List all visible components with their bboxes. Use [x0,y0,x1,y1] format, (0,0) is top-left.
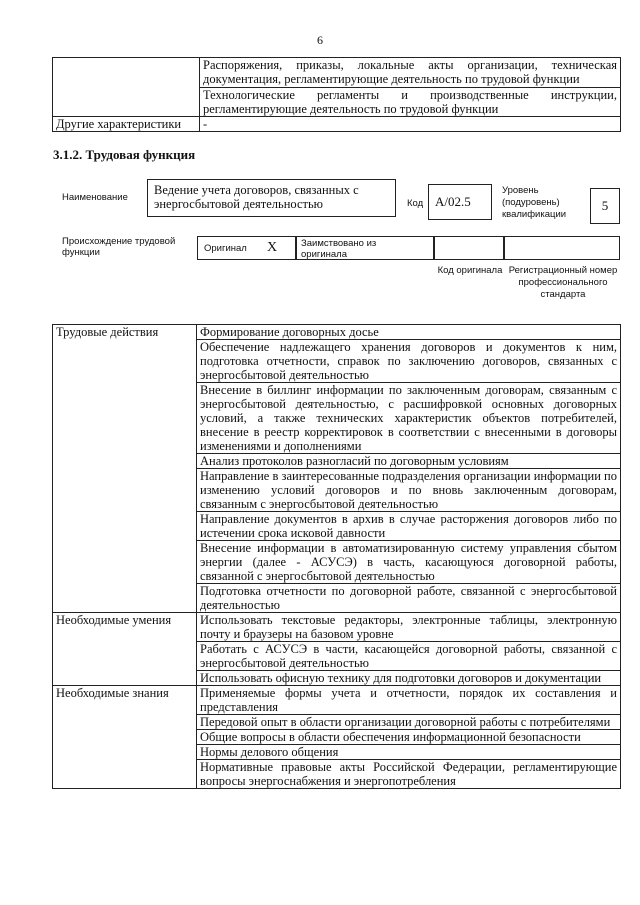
reg-number-caption: Регистрационный номер профессионального стандарта [508,265,618,300]
code-original-box [434,236,504,260]
page-number: 6 [317,33,323,47]
borrowed-label: Заимствовано из оригинала [301,238,377,260]
section-item: Направление документов в архив в случае расторжения договоров либо по истечении срока исковой давности [197,512,621,541]
row-label [53,58,200,117]
section-label: Необходимые знания [53,686,197,789]
section-label: Трудовые действия [53,325,197,613]
borrowed-box [296,236,434,260]
section-item: Формирование договорных досье [197,325,621,340]
section-item: Работать с АСУСЭ в части, касающейся договорной работы, связанной с энергосбытовой деятельностью [197,642,621,671]
section-item: Использовать офисную технику для подготовки договоров и документации [197,671,621,686]
reg-number-box [504,236,620,260]
table-row [53,325,621,340]
table-row [53,58,621,88]
section-item: Нормы делового общения [197,745,621,760]
section-label: Необходимые умения [53,613,197,686]
section-item: Общие вопросы в области обеспечения информационной безопасности [197,730,621,745]
top-table [52,57,621,132]
section-item: Нормативные правовые акты Российской Федерации, регламентирующие вопросы энергоснабжения и энергопотребления [197,760,621,789]
section-item: Подготовка отчетности по договорной работе, связанной с энергосбытовой деятельностью [197,584,621,613]
section-item: Анализ протоколов разногласий по договорным условиям [197,454,621,469]
level-value: 5 [590,188,620,224]
row-text: Технологические регламенты и производственные инструкции, регламентирующие деятельность по трудовой функции [200,88,621,117]
row-text: Распоряжения, приказы, локальные акты организации, техническая документация, регламентирующие деятельность по трудовой функции [200,58,621,88]
name-label: Наименование [62,192,128,203]
section-title: 3.1.2. Трудовая функция [53,147,196,162]
table-row [53,686,621,715]
main-table [52,324,621,789]
original-label: Оригинал [204,243,247,254]
row-label: Другие характеристики [53,117,200,132]
original-mark: X [267,240,278,255]
section-item: Применяемые формы учета и отчетности, порядок их составления и представления [197,686,621,715]
section-item: Направление в заинтересованные подразделения организации информации по изменению условий договоров и по вновь заключенным договорам, связанным с энергосбытовой деятельностью [197,469,621,512]
origin-label: Происхождение трудовой функции [62,236,176,258]
table-row [53,117,621,132]
section-item: Внесение в биллинг информации по заключенным договорам, связанным с энергосбытовой деятельностью, с расшифровкой основных договорных условий, а также технических характеристик объектов потребителей, внесение в реестр корректировок в соответствии с внесенными в договоры изменениями и дополнениями [197,383,621,454]
section-item: Обеспечение надлежащего хранения договоров и документов к ним, подготовка отчетности, справок по заключению договоров, связанных с энергосбытовой деятельностью [197,340,621,383]
code-original-caption: Код оригинала [437,265,503,276]
section-item: Внесение информации в автоматизированную систему управления сбытом энергии (далее - АСУСЭ) в часть, касающуюся договорной работы, связанной с энергосбытовой деятельностью [197,541,621,584]
section-item: Передовой опыт в области организации договорной работы с потребителями [197,715,621,730]
level-label: Уровень (подуровень) квалификации [502,185,567,220]
name-value: Ведение учета договоров, связанных с энергосбытовой деятельностью [147,179,396,217]
section-item: Использовать текстовые редакторы, электронные таблицы, электронную почту и браузеры на базовом уровне [197,613,621,642]
original-box [197,236,296,260]
code-label: Код [407,198,424,209]
code-value: A/02.5 [428,184,492,220]
table-row [53,613,621,642]
row-text: - [200,117,621,132]
